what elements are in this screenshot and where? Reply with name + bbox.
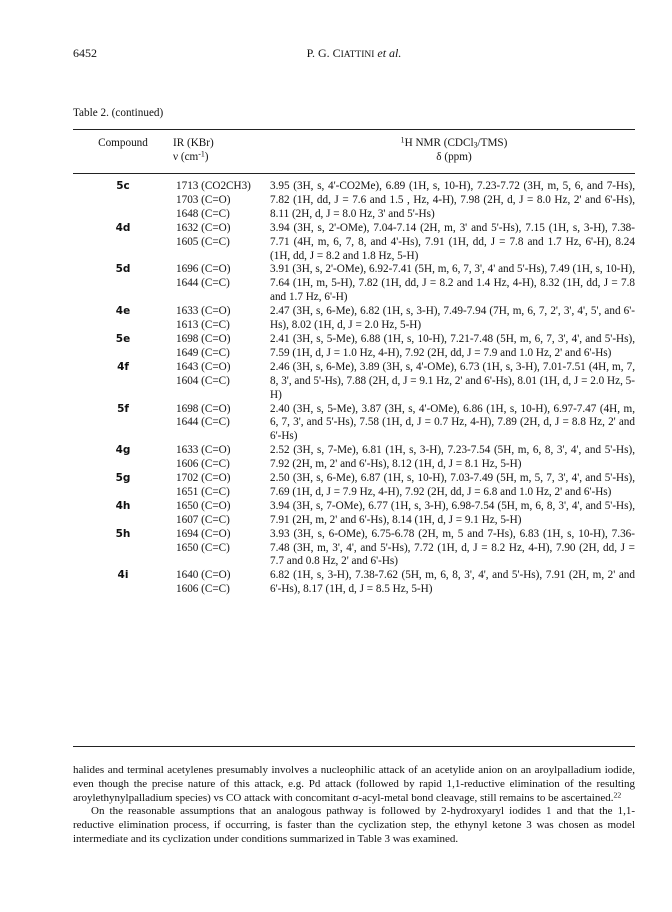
column-header-ir	[173, 136, 269, 164]
ir-bands	[173, 403, 270, 445]
table-row	[73, 222, 635, 264]
table-body	[73, 180, 635, 597]
nmr-data: 2.41 (3H, s, 5-Me), 6.88 (1H, s, 10-H), 7.21-7.48 (5H, m, 6, 7, 3', 4', and 5'-Hs), 7.59 (1H, d, J = 1.0 Hz, 4-H), 7.92 (2H, dd, J = 7.9 and 1.0 Hz, 2' and 6'-Hs)	[270, 332, 635, 359]
running-head-et-al: et al.	[377, 46, 402, 60]
ir-band: 1605 (C=C)	[176, 235, 230, 248]
compound-id: 4d	[115, 221, 131, 234]
ir-bands	[173, 569, 270, 597]
ir-band: 1633 (C=O)	[176, 305, 231, 318]
nmr-data: 3.91 (3H, s, 2'-OMe), 6.92-7.41 (5H, m, 6, 7, 3', 4' and 5'-Hs), 7.49 (1H, s, 10-H), 7.64 (1H, m, 5-H), 7.82 (1H, dd, J = 8.2 and 1.4 Hz, 4-H), 8.32 (1H, dd, J = 7.8 and 1.7 Hz, 6'-H)	[270, 263, 635, 304]
ir-bands	[173, 180, 270, 222]
table-row	[73, 361, 635, 403]
ir-bands	[173, 305, 270, 333]
ir-band: 1648 (C=C)	[176, 207, 230, 220]
compound-id: 5c	[116, 180, 130, 192]
paragraph-1: halides and terminal acetylenes presumably involves a nucleophilic attack of an acetylide anion on an aroylpalladium iodide, even though the precise nature of this attack, e.g. Pd attack (followed by rapid 1,1-reductive elimination of the resulting aroylethynylpalladium species) vs CO attack with concomitant σ-acyl-metal bond cleavage, still remains to be ascertained.$^{22}$	[73, 764, 635, 804]
ir-band: 1649 (C=C)	[176, 346, 230, 359]
ir-band: 1651 (C=C)	[176, 485, 230, 498]
nmr-header-line1: $^1$H NMR (CDCl$_3$/TMS)	[400, 135, 508, 150]
ir-bands	[173, 263, 270, 305]
table-row	[73, 263, 635, 305]
table-top-rule	[73, 129, 635, 130]
ir-band: 1640 (C=O)	[176, 569, 231, 582]
ir-band: 1633 (C=O)	[176, 444, 231, 457]
table-header-rule	[73, 173, 635, 174]
ir-band: 1650 (C=O)	[176, 499, 231, 512]
ir-band: 1644 (C=C)	[176, 277, 230, 290]
compound-id: 5f	[117, 402, 129, 415]
table-row	[73, 333, 635, 361]
ir-band: 1713 (CO2CH3)	[176, 180, 251, 192]
paragraph-2: On the reasonable assumptions that an analogous pathway is followed by 2-hydroxyaryl iodides 1 and that the 1,1-reductive elimination process, if occurring, is faster than the cyclization step, the ethynyl ketone 3 was chosen as model intermediate and its cyclization under conditions summarized in Table 3 was examined.	[73, 805, 635, 845]
ir-band: 1644 (C=C)	[176, 416, 230, 429]
table-header	[73, 136, 635, 170]
nmr-header-line2: δ (ppm)	[436, 151, 472, 163]
ir-bands	[173, 333, 270, 361]
table-row	[73, 500, 635, 528]
table-row	[73, 180, 635, 222]
page-header	[73, 46, 635, 62]
ir-band: 1607 (C=C)	[176, 513, 230, 526]
compound-id: 4g	[115, 444, 131, 457]
ir-bands	[173, 222, 270, 264]
ir-header-line1: IR (KBr)	[173, 137, 214, 149]
compound-id: 5g	[115, 472, 131, 485]
ir-bands	[173, 500, 270, 528]
ir-bands	[173, 444, 270, 472]
running-head	[73, 46, 635, 61]
nmr-data: 2.50 (3H, s, 6-Me), 6.87 (1H, s, 10-H), 7.03-7.49 (5H, m, 5, 7, 3', 4', and 5'-Hs), 7.69 (1H, d, J = 7.9 Hz, 4-H), 7.92 (2H, dd, J = 6.8 and 1.0 Hz, 2' and 6'-Hs)	[270, 472, 635, 498]
nmr-data: 6.82 (1H, s, 3-H), 7.38-7.62 (5H, m, 6, 8, 3', 4', and 5'-Hs), 7.91 (2H, m, 2' and 6'-Hs), 8.17 (1H, d, J = 8.5 Hz, 5-H)	[270, 569, 635, 596]
ir-band: 1650 (C=C)	[176, 541, 230, 554]
ir-band: 1698 (C=O)	[176, 332, 231, 345]
table-row	[73, 528, 635, 570]
table-caption: Table 2. (continued)	[73, 107, 164, 119]
ir-band: 1698 (C=O)	[176, 402, 231, 415]
table-row	[73, 403, 635, 445]
ir-band: 1643 (C=O)	[176, 360, 231, 373]
reference-marker: 22	[613, 790, 622, 800]
table-row	[73, 472, 635, 500]
table-row	[73, 305, 635, 333]
nmr-data: 3.94 (3H, s, 7-OMe), 6.77 (1H, s, 3-H), 6.98-7.54 (5H, m, 6, 8, 3', 4', and 5'-Hs), 7.91 (2H, m, 2' and 6'-Hs), 8.14 (1H, d, J = 9.1 Hz, 5-H)	[270, 499, 635, 526]
nmr-data: 2.40 (3H, s, 5-Me), 3.87 (3H, s, 4'-OMe), 6.86 (1H, s, 10-H), 6.97-7.47 (4H, m, 6, 7, 3', and 5'-Hs), 7.58 (1H, d, J = 0.7 Hz, 4-H), 7.89 (2H, d, J = 8.8 Hz, 2' and 6'-Hs)	[270, 402, 635, 443]
compound-id: 4i	[117, 569, 129, 582]
ir-band: 1696 (C=O)	[176, 263, 231, 276]
compound-id: 5h	[115, 527, 131, 540]
ir-bands	[173, 472, 270, 500]
nmr-data: 2.47 (3H, s, 6-Me), 6.82 (1H, s, 3-H), 7.49-7.94 (7H, m, 6, 7, 2', 3', 4', 5', and 6'-Hs), 8.02 (1H, d, J = 2.0 Hz, 5-H)	[270, 305, 635, 332]
nmr-data: 2.46 (3H, s, 6-Me), 3.89 (3H, s, 4'-OMe), 6.73 (1H, s, 3-H), 7.01-7.51 (4H, m, 7, 8, 3', and 5'-Hs), 7.88 (2H, d, J = 9.1 Hz, 2' and 6'-Hs), 8.01 (1H, d, J = 2.0 Hz, 5-H)	[270, 360, 635, 401]
ir-band: 1606 (C=C)	[176, 583, 230, 596]
compound-id: 4e	[115, 305, 131, 318]
table-bottom-rule	[73, 746, 635, 747]
running-head-authors: P. G. C	[306, 46, 341, 60]
nmr-data: 2.52 (3H, s, 7-Me), 6.81 (1H, s, 3-H), 7.23-7.54 (5H, m, 6, 8, 3', 4', and 5'-Hs), 7.92 (2H, m, 2' and 6'-Hs), 8.12 (1H, d, J = 8.1 Hz, 5-H)	[270, 444, 635, 471]
ir-band: 1604 (C=C)	[176, 374, 230, 387]
nmr-data: 3.93 (3H, s, 6-OMe), 6.75-6.78 (2H, m, 5 and 7-Hs), 6.83 (1H, s, 10-H), 7.36-7.48 (3H, m, 3', 4', and 5'-Hs), 7.72 (1H, d, J = 8.2 Hz, 4-H), 7.90 (2H, dd, J = 7.7 and 0.8 Hz, 2' and 6'-Hs)	[270, 527, 635, 568]
nmr-data: 3.94 (3H, s, 2'-OMe), 7.04-7.14 (2H, m, 3' and 5'-Hs), 7.15 (1H, s, 3-H), 7.38-7.71 (4H, m, 6, 7, 8, and 4'-Hs), 7.91 (1H, dd, J = 7.8 and 1.7 Hz, 6'-H), 8.24 (1H, dd, J = 8.2 and 1.8 Hz, 5-H)	[270, 221, 635, 262]
ir-bands	[173, 361, 270, 403]
nmr-data: 3.95 (3H, s, 4'-CO2Me), 6.89 (1H, s, 10-H), 7.23-7.72 (3H, m, 5, 6, and 7-Hs), 7.82 (1H, dd, J = 7.6 and 1.5 , Hz, 4-H), 7.98 (2H, d, J = 8.0 Hz, 2' and 6'-Hs), 8.11 (2H, d, J = 8.0 Hz, 3' and 5'-Hs)	[270, 180, 635, 220]
body-text	[73, 764, 635, 847]
table-row	[73, 444, 635, 472]
ir-band: 1613 (C=C)	[176, 319, 230, 332]
running-head-authors-sc: IATTINI	[340, 50, 375, 60]
compound-id: 5e	[115, 332, 131, 345]
table-row	[73, 569, 635, 597]
compound-id: 5d	[115, 263, 131, 276]
compound-id: 4h	[115, 499, 131, 512]
page-number: 6452	[73, 46, 97, 60]
ir-band: 1606 (C=C)	[176, 458, 230, 471]
compound-id: 4f	[117, 360, 129, 373]
ir-header-line2: ν $(cm^{-1})$	[173, 149, 209, 163]
column-header-nmr	[273, 136, 635, 164]
ir-band: 1703 (C=O)	[176, 193, 231, 206]
ir-band: 1694 (C=O)	[176, 527, 231, 540]
ir-band: 1632 (C=O)	[176, 221, 231, 234]
ir-bands	[173, 528, 270, 570]
column-header-compound: Compound	[98, 137, 148, 149]
ir-band: 1702 (C=O)	[176, 472, 231, 485]
